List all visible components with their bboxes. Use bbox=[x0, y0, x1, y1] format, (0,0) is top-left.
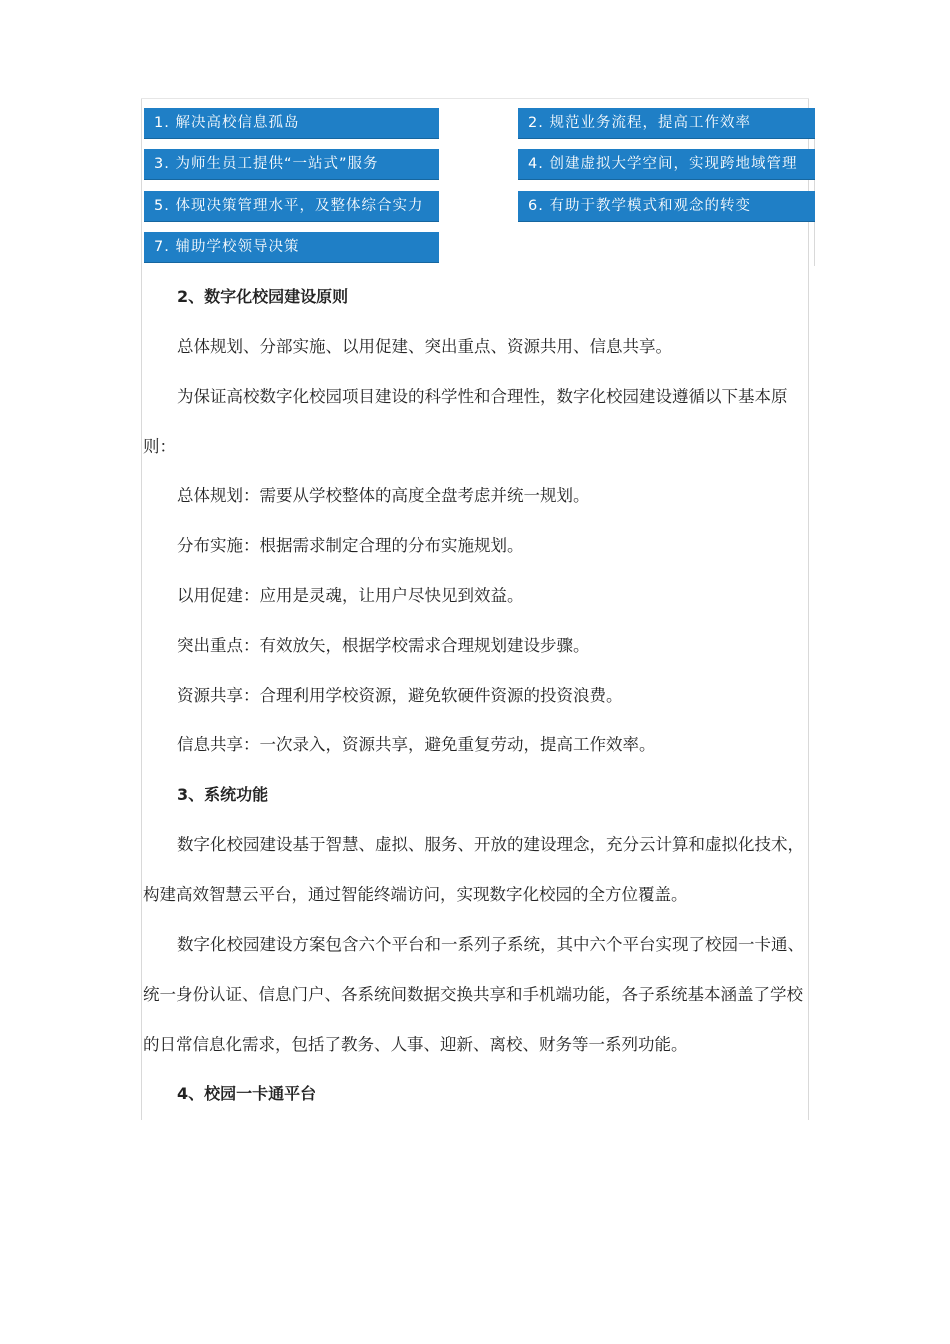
benefit-box: 6. 有助于教学模式和观念的转变 bbox=[518, 191, 815, 222]
principle-item: 总体规划：需要从学校整体的高度全盘考虑并统一规划。 bbox=[177, 486, 590, 505]
principle-item: 资源共享：合理利用学校资源，避免软硬件资源的投资浪费。 bbox=[177, 686, 623, 705]
benefit-box: 4. 创建虚拟大学空间，实现跨地域管理 bbox=[518, 149, 815, 180]
frame-left-border bbox=[141, 98, 142, 1120]
principle-item: 突出重点：有效放矢，根据学校需求合理规划建设步骤。 bbox=[177, 636, 590, 655]
paragraph: 则： bbox=[143, 437, 176, 456]
paragraph: 数字化校园建设方案包含六个平台和一系列子系统，其中六个平台实现了校园一卡通、 bbox=[177, 935, 804, 954]
benefit-box: 2. 规范业务流程，提高工作效率 bbox=[518, 108, 815, 139]
section-heading: 2、数字化校园建设原则 bbox=[177, 287, 349, 306]
paragraph: 的日常信息化需求，包括了教务、人事、迎新、离校、财务等一系列功能。 bbox=[143, 1035, 688, 1054]
paragraph: 统一身份认证、信息门户、各系统间数据交换共享和手机端功能，各子系统基本涵盖了学校 bbox=[143, 985, 803, 1004]
benefit-box: 3. 为师生员工提供“一站式”服务 bbox=[144, 149, 439, 180]
paragraph: 数字化校园建设基于智慧、虚拟、服务、开放的建设理念，充分云计算和虚拟化技术， bbox=[177, 835, 804, 854]
frame-right-border bbox=[808, 98, 809, 1120]
paragraph: 为保证高校数字化校园项目建设的科学性和合理性，数字化校园建设遵循以下基本原 bbox=[177, 387, 788, 406]
benefit-box: 5. 体现决策管理水平，及整体综合实力 bbox=[144, 191, 439, 222]
principle-item: 信息共享：一次录入，资源共享，避免重复劳动，提高工作效率。 bbox=[177, 735, 656, 754]
principle-item: 分布实施：根据需求制定合理的分布实施规划。 bbox=[177, 536, 524, 555]
section-heading: 4、校园一卡通平台 bbox=[177, 1084, 317, 1103]
benefit-box: 1. 解决高校信息孤岛 bbox=[144, 108, 439, 139]
principle-item: 以用促建：应用是灵魂，让用户尽快见到效益。 bbox=[177, 586, 524, 605]
benefit-box: 7. 辅助学校领导决策 bbox=[144, 232, 439, 263]
section-heading: 3、系统功能 bbox=[177, 785, 269, 804]
paragraph: 总体规划、分部实施、以用促建、突出重点、资源共用、信息共享。 bbox=[177, 337, 672, 356]
paragraph: 构建高效智慧云平台，通过智能终端访问，实现数字化校园的全方位覆盖。 bbox=[143, 885, 688, 904]
frame-top-border bbox=[141, 98, 809, 99]
